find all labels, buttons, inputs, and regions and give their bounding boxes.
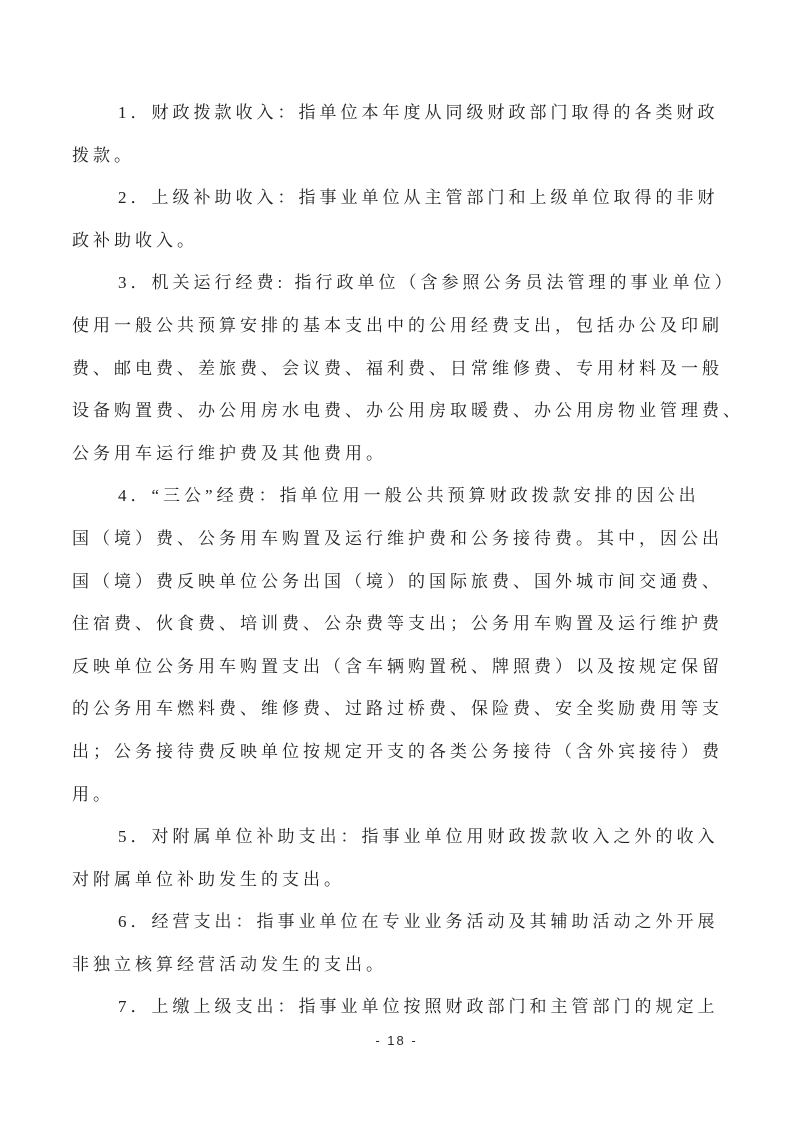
text-line: 6．经营支出：指事业单位在专业业务活动及其辅助活动之外开展 xyxy=(118,912,719,932)
paragraph-5-subsidy-to-affiliated-units xyxy=(72,816,722,901)
paragraph-4-three-public-expenses xyxy=(72,475,722,816)
text-line: 对附属单位补助发生的支出。 xyxy=(72,869,345,889)
text-line: 7．上缴上级支出：指事业单位按照财政部门和主管部门的规定上 xyxy=(118,997,719,1017)
text-line: 政补助收入。 xyxy=(72,230,198,250)
text-line: 拨款。 xyxy=(72,145,135,165)
paragraph-2-superior-subsidy-income xyxy=(72,177,722,262)
text-line: 住宿费、伙食费、培训费、公杂费等支出；公务用车购置及运行维护费 xyxy=(72,614,723,634)
paragraph-6-operating-expenditure xyxy=(72,901,722,986)
text-line: 2．上级补助收入：指事业单位从主管部门和上级单位取得的非财 xyxy=(118,188,719,208)
paragraph-7-payment-to-superior xyxy=(72,986,722,1029)
text-line: 国（境）费反映单位公务出国（境）的国际旅费、国外城市间交通费、 xyxy=(72,571,723,591)
text-line: 5．对附属单位补助支出：指事业单位用财政拨款收入之外的收入 xyxy=(118,827,719,847)
document-body xyxy=(72,92,744,1029)
text-line: 使用一般公共预算安排的基本支出中的公用经费支出，包括办公及印刷 xyxy=(72,315,723,335)
text-line: 的公务用车燃料费、维修费、过路过桥费、保险费、安全奖励费用等支 xyxy=(72,699,723,719)
text-line: 公务用车运行维护费及其他费用。 xyxy=(72,443,387,463)
paragraph-1-fiscal-appropriation-income xyxy=(72,92,722,177)
text-line: 3．机关运行经费: 指行政单位（含参照公务员法管理的事业单位） xyxy=(118,273,736,293)
text-line: 非独立核算经营活动发生的支出。 xyxy=(72,954,387,974)
paragraph-3-agency-operating-funds xyxy=(72,262,744,475)
page-number: - 18 - xyxy=(375,1033,418,1048)
text-line: 反映单位公务用车购置支出（含车辆购置税、牌照费）以及按规定保留 xyxy=(72,656,723,676)
text-line: 用。 xyxy=(72,784,114,804)
text-line: 出；公务接待费反映单位按规定开支的各类公务接待（含外宾接待）费 xyxy=(72,741,723,761)
text-line: 费、邮电费、差旅费、会议费、福利费、日常维修费、专用材料及一般 xyxy=(72,358,723,378)
text-line: 4．“三公”经费：指单位用一般公共预算财政拨款安排的因公出 xyxy=(118,486,700,506)
text-line: 国（境）费、公务用车购置及运行维护费和公务接待费。其中，因公出 xyxy=(72,528,723,548)
text-line: 1．财政拨款收入：指单位本年度从同级财政部门取得的各类财政 xyxy=(118,103,719,122)
text-line: 设备购置费、办公用房水电费、办公用房取暖费、办公用房物业管理费、 xyxy=(72,401,744,421)
